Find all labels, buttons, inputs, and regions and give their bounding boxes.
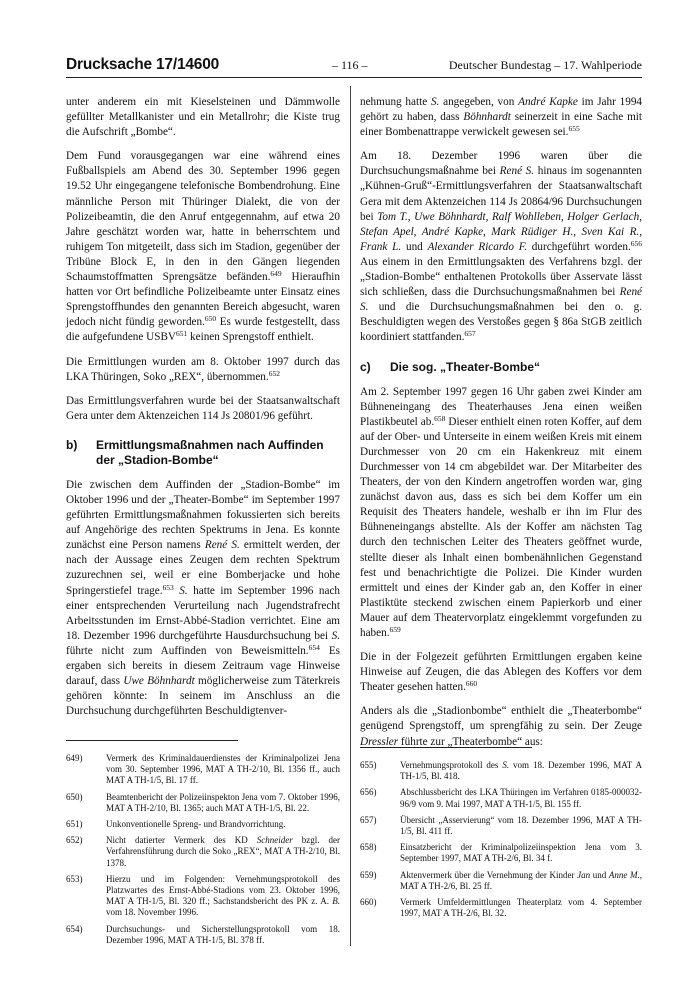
section-label: c)	[360, 359, 371, 374]
footnote-text: Hierzu und im Folgenden: Vernehmungsprotokoll des Platzwartes des Ernst-Abbé-Stadions vom 23. Oktober 1996, MAT A TH-1/5, Bl. 320 ff.; Sachstandsbericht des PK z. A. B. vom 18. November 1996.	[106, 873, 340, 918]
footnotes-left	[66, 740, 340, 951]
footnote	[360, 815, 642, 837]
footnote-ref[interactable]: 649	[270, 269, 282, 279]
page-number: – 116 –	[332, 58, 368, 72]
footnote-number: 652)	[66, 835, 83, 846]
footnote-ref[interactable]: 659	[389, 625, 401, 634]
footnote-ref[interactable]: 655	[568, 124, 580, 134]
right-column	[360, 95, 642, 759]
column-divider	[350, 86, 351, 946]
footnote-number: 651)	[66, 819, 83, 830]
left-column	[66, 95, 340, 728]
section-heading-c	[360, 360, 642, 375]
footnote-text: Übersicht „Asservierung“ vom 18. Dezember 1996, MAT A TH-1/5, Bl. 411 ff.	[400, 814, 642, 837]
section-title: Ermittlungsmaßnahmen nach Auffinden der „Stadion-Bombe“	[96, 437, 324, 467]
paragraph: Anders als die „Stadionbombe“ enthielt die „Theaterbombe“ genügend Sprengstoff, um sprengfähig zu sein. Der Zeuge Dressler führte zur „Theaterbombe“ aus:	[360, 705, 642, 748]
footnote-ref[interactable]: 654	[308, 642, 320, 652]
footnote	[360, 760, 642, 782]
footnotes-right	[360, 747, 642, 924]
document-prefix: Drucksache 17/	[66, 56, 177, 73]
footnote-list	[66, 753, 340, 946]
footnote-text: Unkonventionelle Spreng- und Brandvorrichtung.	[106, 819, 286, 830]
document-number: 14600	[176, 56, 220, 73]
footnote-number: 659)	[360, 869, 377, 880]
footnote	[360, 787, 642, 809]
footnote-number: 658)	[360, 842, 377, 853]
paragraph: Das Ermittlungsverfahren wurde bei der Staatsanwaltschaft Gera unter dem Aktenzeichen 114 Js 20801/96 geführt.	[66, 394, 340, 422]
footnote-number: 660)	[360, 897, 377, 908]
footnote	[66, 753, 340, 787]
footnote-ref[interactable]: 656	[630, 238, 642, 248]
footnote	[66, 835, 340, 869]
footnote-number: 653)	[66, 873, 83, 884]
footnote-text: Beamtenbericht der Polizeiinspekton Jena vom 7. Oktober 1996, MAT A TH-2/10, Bl. 1365; auch MAT A TH-1/5, Bl. 22.	[106, 791, 340, 813]
footnote-ref[interactable]: 650	[204, 314, 217, 324]
footnote	[360, 897, 642, 919]
footnote	[360, 842, 642, 864]
footnote-text: Durchsuchungs- und Sicherstellungsprotokoll vom 18. Dezember 1996, MAT A TH-1/5, Bl. 378 ff.	[106, 923, 340, 945]
footnote-ref[interactable]: 657	[464, 329, 476, 339]
paragraph: Die in der Folgezeit geführten Ermittlungen ergaben keine Hinweise auf Zeugen, die das Ablegen des Koffers vor dem Theater gesehen hatten.$^{660}$	[360, 651, 642, 694]
footnote	[66, 819, 340, 830]
footnote-ref[interactable]: 660	[465, 679, 478, 689]
footnote	[360, 870, 642, 892]
footnote-text: Abschlussbericht des LKA Thüringen im Verfahren 0185-000032-96/9 vom 9. Mai 1997, MAT A TH-1/5, Bl. 155 ff.	[400, 787, 642, 809]
footnote	[66, 792, 340, 814]
paragraph: Die Ermittlungen wurden am 8. Oktober 1997 durch das LKA Thüringen, Soko „REX“, übernommen.$^{652}$	[66, 355, 340, 383]
section-heading-b	[66, 438, 340, 468]
footnote-text: Einsatzbericht der Kriminalpolizeiinspektion Jena vom 3. September 1997, MAT A TH-2/6, Bl. 34 f.	[400, 842, 642, 864]
footnote-ref[interactable]: 658	[434, 413, 446, 423]
footnote-number: 649)	[66, 753, 83, 763]
footnote-ref[interactable]: 652	[268, 368, 280, 378]
footnote	[66, 924, 340, 946]
footnote-number: 655)	[360, 760, 377, 770]
footnote-ref[interactable]: 653	[162, 582, 174, 592]
paragraph: unter anderem ein mit Kieselsteinen und Dämmwolle gefüllter Metallkanister und ein Metallrohr; die Kiste trug die Aufschrift „Bombe“.	[66, 96, 340, 139]
section-label: b)	[66, 437, 78, 452]
footnote-ref[interactable]: 651	[175, 329, 188, 339]
footnote-list	[360, 760, 642, 919]
footnote-number: 650)	[66, 791, 83, 802]
footnote-text: Vernehmungsprotokoll des S. vom 18. Dezember 1996, MAT A TH-1/5, Bl. 418.	[400, 760, 642, 782]
footnote-text: Aktenvermerk über die Vernehmung der Kinder Jan und Anne M., MAT A TH-2/6, Bl. 25 ff.	[400, 869, 642, 891]
footnote-number: 657)	[360, 814, 377, 825]
institution: Deutscher Bundestag – 17. Wahlperiode	[448, 58, 642, 72]
paragraph: Am 18. Dezember 1996 waren über die Durchsuchungsmaßnahme bei René S. hinaus im sogenannten „Kühnen-Gruß“-Ermittlungsverfahren der Staatsanwaltschaft Gera mit dem Aktenzeichen 114 Js 20864/96 Durchsuchungen bei Tom T., Uwe Böhnhardt, Ralf Wohlleben, Holger Gerlach, Stefan Apel, André Kapke, Mark Rüdiger H., Sven Kai R., Frank L. und Alexander Ricardo F. durchgeführt worden.$^{656}$ Aus einem in den Ermittlungsakten des Verfahrens bzgl. der „Stadion-Bombe“ enthaltenen Protokolls über Asservate lässt sich schließen, dass die Durchsuchungsmaßnahmen bei René S. und die Durchsuchungsmaßnahmen bei den o. g. Beschuldigten wegen des Verstoßes gegen § 86a StGB zeitlich koordiniert stattfanden.$^{657}$	[360, 150, 642, 344]
paragraph: Dem Fund vorausgegangen war eine während eines Fußballspiels am Abend des 30. September 1996 gegen 19.52 Uhr eingegangene telefonische Bombendrohung. Eine männliche Person mit Thüringer Dialekt, die von der Polizeibeamtin, die den Anruf entgegennahm, auf etwa 20 Jahre geschätzt worden war, hatte in beherrschtem und ruhigem Ton mitgeteilt, dass sich im Stadion, gegenüber der Tribüne Block E, in den in den Gängen liegenden Schaumstoffmatten Sprengsätze befänden.$^{649}$ Hieraufhin hatten vor Ort befindliche Polizeibeamte unter Einsatz eines Sprengstoffhundes den genannten Bereich abgesucht, waren jedoch nicht fündig geworden.$^{650}$ Es wurde festgestellt, dass die aufgefundene USBV$^{651}$ keinen Sprengstoff enthielt.	[66, 150, 340, 344]
paragraph: Die zwischen dem Auffinden der „Stadion-Bombe“ im Oktober 1996 und der „Theater-Bombe“ im September 1997 geführten Ermittlungsmaßnahmen fokussierten sich bereits auf Angehörige des rechten Spektrums in Jena. Es konnte zunächst eine Person namens René S. ermittelt werden, der nach der Aussage eines Zeugen dem rechten Spektrum zuzurechnen sei, weil er eine Bomberjacke und hohe Springerstiefel trage.$^{653}$ S. hatte im September 1996 nach einer entsprechenden Verurteilung nach Jugendstrafrecht Arbeitsstunden im Ernst-Abbé-Stadion verrichtet. Eine am 18. Dezember 1996 durchgeführte Hausdurchsuchung bei S. führte nicht zum Auffinden von Beweismitteln.$^{654}$ Es ergaben sich bereits in diesem Zeitraum vage Hinweise darauf, dass Uwe Böhnhardt möglicherweise zum Täterkreis gehören könnte: In seinem im Anschluss an die Durchsuchung durchgeführten Beschuldigtenver-	[66, 478, 341, 718]
footnote-number: 654)	[66, 923, 83, 934]
header-rule	[66, 77, 642, 78]
paragraph: Am 2. September 1997 gegen 16 Uhr gaben zwei Kinder am Bühneneingang des Theaterhauses Jena einen weißen Plastikbeutel ab.$^{658}$ Dieser enthielt einen roten Koffer, auf dem auf der Ober- und Unterseite in einem weißen Kreis mit einem Durchmesser von 20 cm ein Hakenkreuz mit einem Durchmesser von 14 cm abgebildet war. Der Mitarbeiter des Theaters, der von den Kindern angetroffen worden war, ging zunächst davon aus, dass es sich bei dem Koffer um ein Requisit des Theaters handele, weshalb er ihn im Flur des Bühneneingangs abstellte. Als der Koffer am nächsten Tag durch den technischen Leiter des Theaters geöffnet wurde, stellte dieser als Inhalt einen bombenähnlichen Gegenstand fest und benachrichtigte die Polizei. Die Kinder wurden ermittelt und eines der Kinder gab an, den Koffer in einer Plastiktüte steckend zwischen einem Papierkorb und einer Mauer auf dem Theatervorplatz eingeklemmt vorgefunden zu haben.$^{659}$	[360, 385, 642, 639]
footnote-text: Vermerk des Kriminaldauerdienstes der Kriminalpolizei Jena vom 30. September 1996, MAT A TH-2/10, Bl. 1356 ff., auch MAT A TH-1/5, Bl. 17 ff.	[106, 753, 340, 786]
footnote	[66, 874, 340, 919]
footnote-number: 656)	[360, 787, 377, 798]
footnote-text: Vermerk Umfeldermittlungen Theaterplatz vom 4. September 1997, MAT A TH-2/6, Bl. 32.	[400, 897, 642, 919]
paragraph: nehmung hatte S. angegeben, von André Kapke im Jahr 1994 gehört zu haben, dass Böhnhardt seinerzeit in eine Sache mit einer Bombenattrappe verwickelt gewesen sei.$^{655}$	[360, 96, 643, 139]
page-header	[66, 56, 642, 76]
section-title: Die sog. „Theater-Bombe“	[390, 359, 541, 374]
document-id	[66, 56, 219, 74]
footnote-text: Nicht datierter Vermerk des KD Schneider bzgl. der Verfahrensführung durch die Soko „REX“, MAT A TH-2/10, Bl. 1378.	[106, 835, 340, 868]
